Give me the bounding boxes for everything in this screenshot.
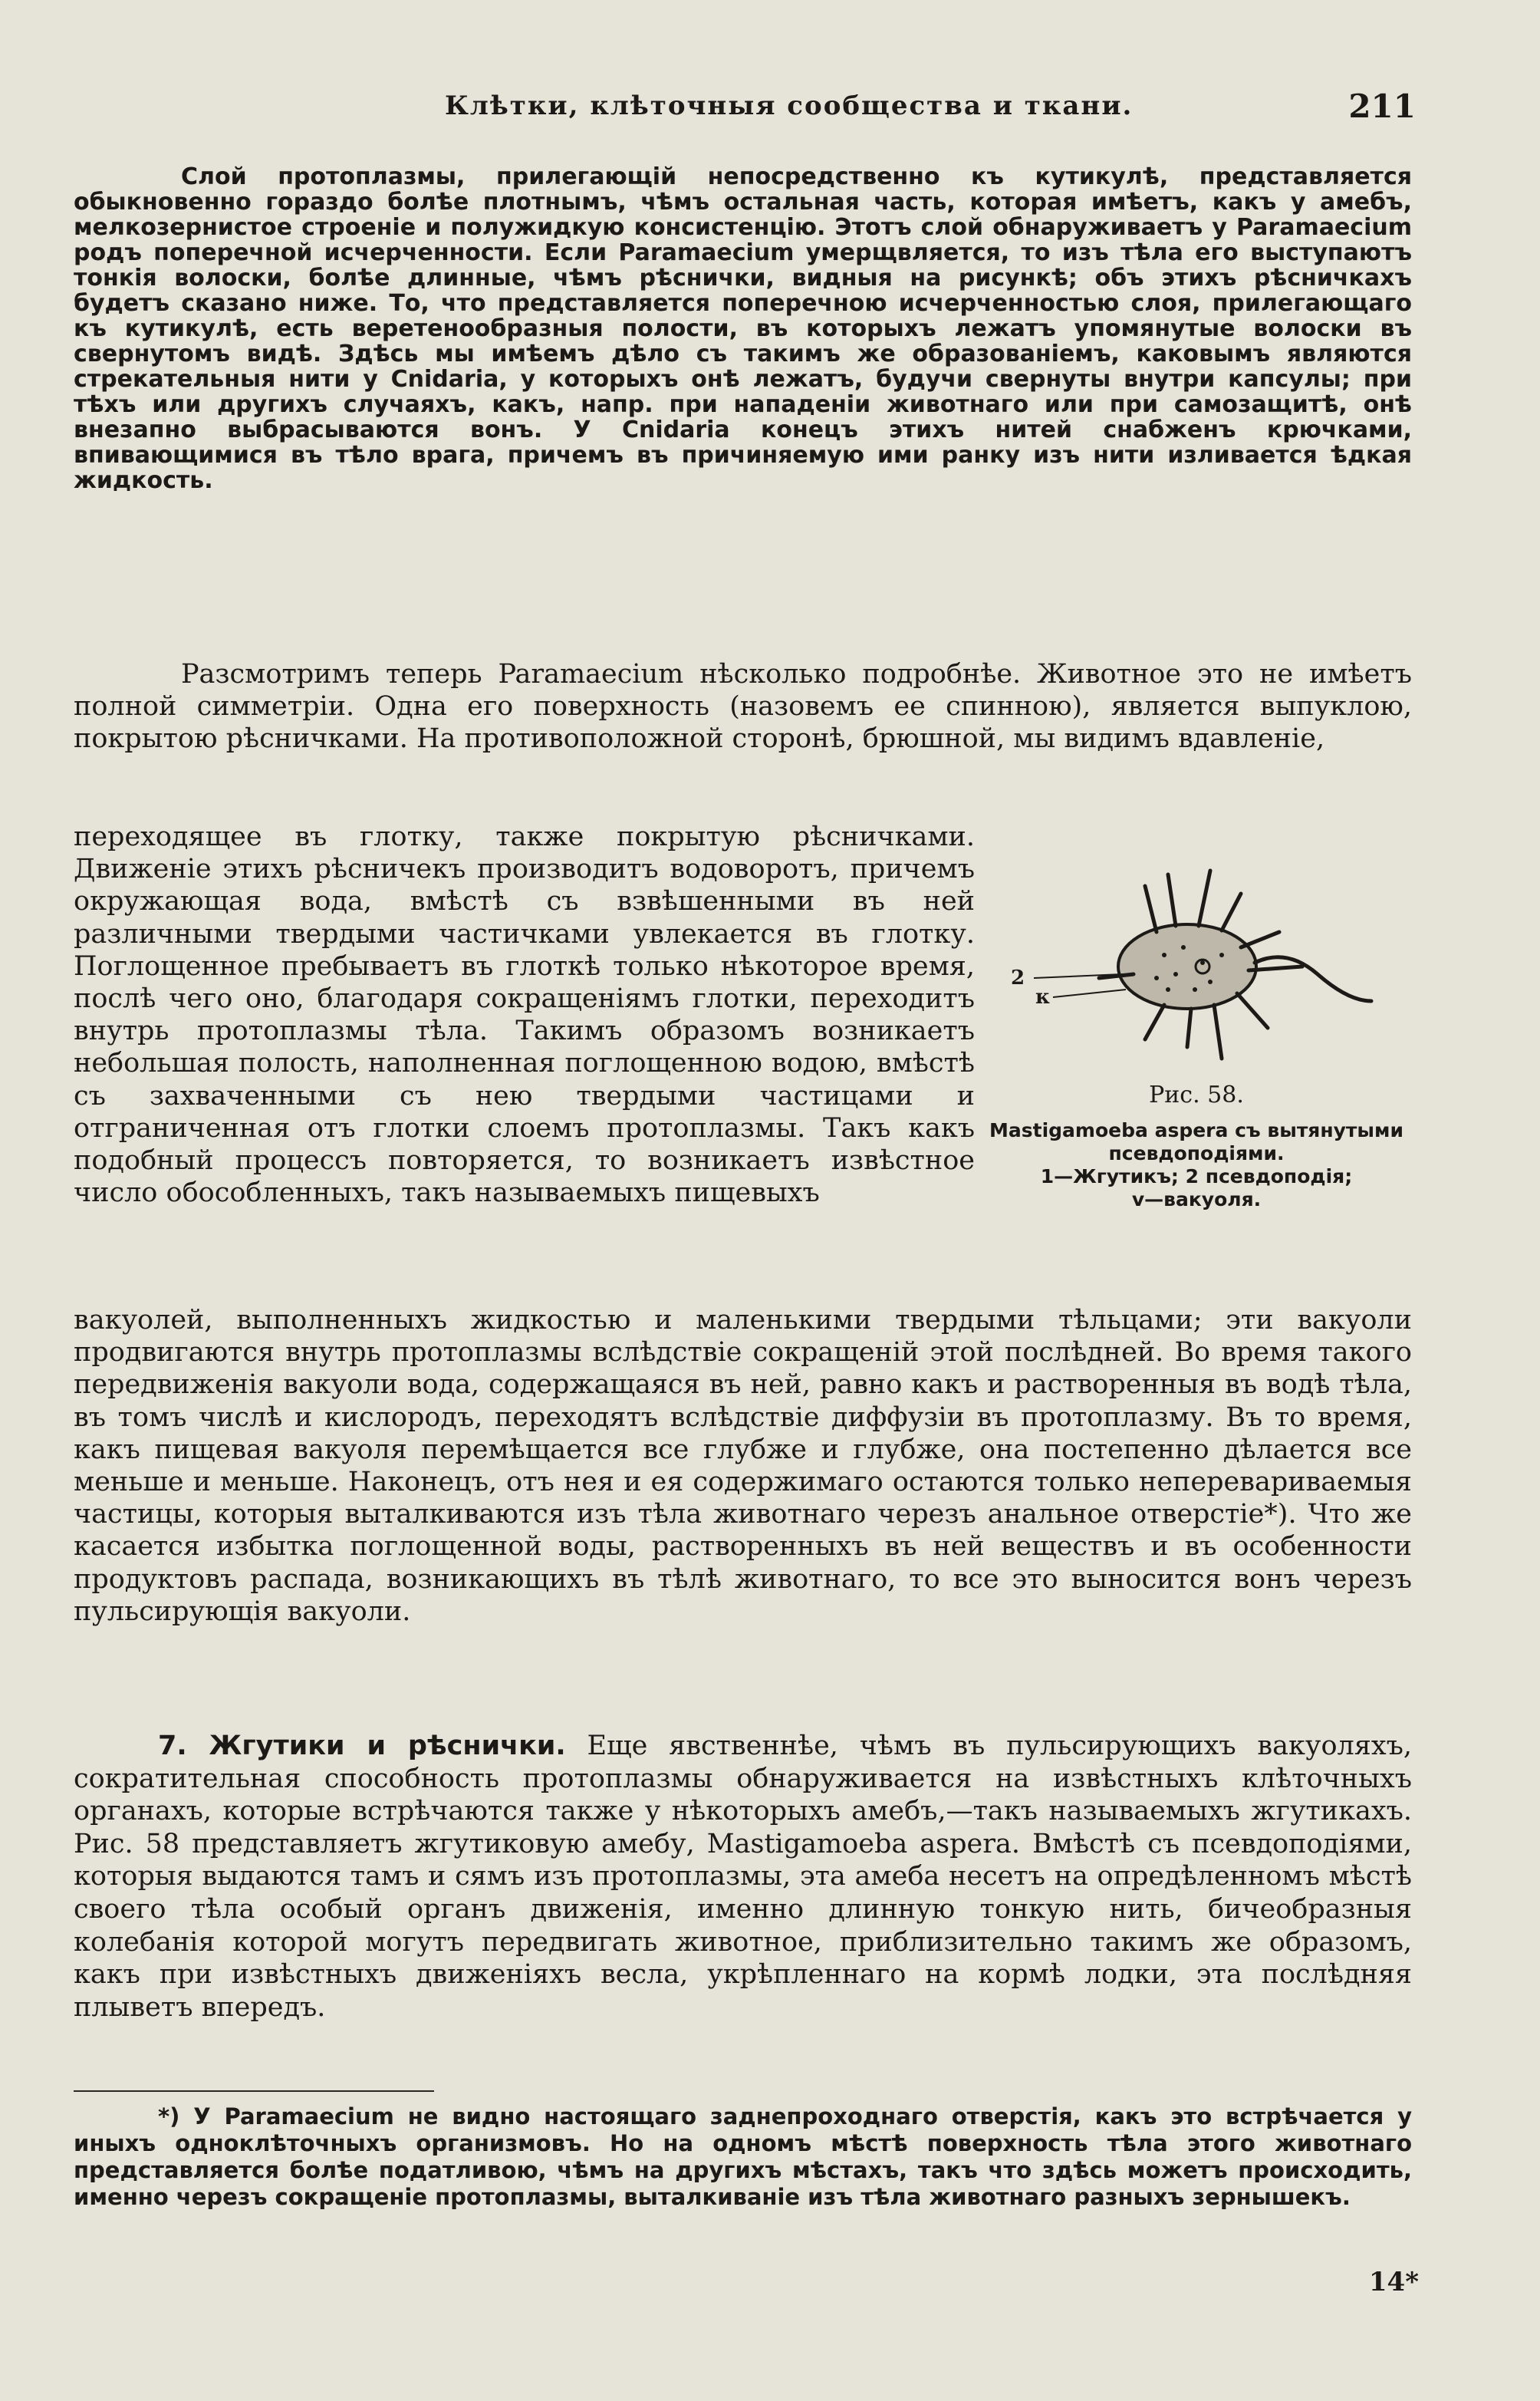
- paragraph-cuticle: Слой протоплазмы, прилегающій непосредственно къ кутикулѣ, представляется обыкновенно гораздо болѣе плотнымъ, чѣмъ остальная часть, которая имѣетъ, какъ у амебъ, мелкозернистое строеніе и полужидкую консистенцію. Этотъ слой обнаруживаетъ у Paramaecium родъ поперечной исчерченности. Если Paramaecium умерщвляется, то изъ тѣла его выступаютъ тонкія волоски, болѣе длинные, чѣмъ рѣснички, видныя на рисункѣ; объ этихъ рѣсничкахъ будетъ сказано ниже. То, что представляется поперечною исчерченностью слоя, прилегающаго къ кутикулѣ, есть веретенообразныя полости, въ которыхъ лежатъ упомянутые волоски въ свернутомъ видѣ. Здѣсь мы имѣемъ дѣло съ такимъ же образованіемъ, каковымъ являются стрекательныя нити у Cnidaria, у которыхъ онѣ лежатъ, будучи свернуты внутри капсулы; при тѣхъ или другихъ случаяхъ, какъ, напр. при нападеніи животнаго или при самозащитѣ, онѣ внезапно выбрасываются вонъ. У Cnidaria конецъ этихъ нитей снабженъ крючками, впивающимися въ тѣло врага, причемъ въ причиняемую ими ранку изъ нити изливается ѣдкая жидкость.: [74, 163, 1412, 494]
- paragraph-paramaecium-wrap: переходящее въ глотку, также покрытую рѣсничками. Движеніе этихъ рѣсничекъ производитъ водоворотъ, причемъ окружающая вода, вмѣстѣ съ взвѣшенными въ ней различными твердыми частичками увлекается въ глотку. Поглощенное пребываетъ въ глоткѣ только нѣкоторое время, послѣ чего оно, благодаря сокращеніямъ глотки, переходитъ внутрь протоплазмы тѣла. Такимъ образомъ возникаетъ небольшая полость, наполненная поглощенною водою, вмѣстѣ съ захваченными съ нею твердыми частицами и отграниченная отъ глотки слоемъ протоплазмы. Такъ какъ подобный процессъ повторяется, то возникаетъ извѣстное число обособленныхъ, такъ называемыхъ пищевыхъ: [74, 822, 975, 1209]
- section-text: Еще явственнѣе, чѣмъ въ пульсирующихъ вакуоляхъ, сократительная способность протоплазмы обнаруживается на извѣстныхъ клѣточныхъ органахъ, которые встрѣчаются также у нѣкоторыхъ амебъ,—такъ называемыхъ жгутикахъ. Рис. 58 представляетъ жгутиковую амебу, Mastigamoeba aspera. Вмѣстѣ съ псевдоподіями, которыя выдаются тамъ и сямъ изъ протоплазмы, эта амеба несетъ на опредѣленномъ мѣстѣ своего тѣла особый органъ движенія, именно длинную тонкую нить, бичеобразныя колебанія которой могутъ передвигать животное, приблизительно такимъ же образомъ, какъ при извѣстныхъ движеніяхъ весла, укрѣпленнаго на кормѣ лодки, эта послѣдняя плыветъ впередъ.: [74, 1731, 1412, 2023]
- running-header: Клѣтки, клѣточныя сообщества и ткани.: [445, 91, 1134, 121]
- figure-caption: [989, 1082, 1403, 1211]
- figure-label-2: 2: [1011, 967, 1025, 990]
- caption-line-1: Mastigamoeba aspera съ вытянутыми псевдоподіями.: [989, 1119, 1403, 1164]
- figure-number: Рис. 58.: [1149, 1082, 1244, 1108]
- section-heading: 7. Жгутики и рѣснички.: [158, 1731, 566, 1761]
- footnote-divider: [74, 2090, 434, 2092]
- printer-signature: 14*: [1368, 2267, 1419, 2297]
- footnote: *) У Paramaecium не видно настоящаго заднепроходнаго отверстія, какъ это встрѣчается у иныхъ одноклѣточныхъ организмовъ. Но на одномъ мѣстѣ поверхность тѣла этого животнаго представляется болѣе податливою, чѣмъ на другихъ мѣстахъ, такъ что здѣсь можетъ происходить, именно черезъ сокращеніе протоплазмы, выталкиваніе изъ тѣла животнаго разныхъ зернышекъ.: [74, 2103, 1412, 2210]
- paragraph-flagella: [74, 1730, 1412, 2024]
- caption-line-3: v—вакуоля.: [1131, 1188, 1262, 1210]
- page-number: 211: [1348, 87, 1416, 125]
- paragraph-paramaecium-intro: Разсмотримъ теперь Paramaecium нѣсколько подробнѣе. Животное это не имѣетъ полной симметріи. Одна его поверхность (назовемъ ее спинною), является выпуклою, покрытою рѣсничками. На противоположной сторонѣ, брюшной, мы видимъ вдавленіе,: [74, 659, 1412, 755]
- paragraph-vacuoles: вакуолей, выполненныхъ жидкостью и маленькими твердыми тѣльцами; эти вакуоли продвигаются внутрь протоплазмы вслѣдствіе сокращеній этой послѣдней. Во время такого передвиженія вакуоли вода, содержащаяся въ ней, равно какъ и растворенныя въ водѣ тѣла, въ томъ числѣ и кислородъ, переходятъ вслѣдствіе диффузіи въ протоплазму. Въ то время, какъ пищевая вакуоля перемѣщается все глубже и глубже, она постепенно дѣлается все меньше и меньше. Наконецъ, отъ нея и ея содержимаго остаются только неперевариваемыя частицы, которыя выталкиваются изъ тѣла животнаго черезъ анальное отверстіе*). Что же касается избытка поглощенной воды, растворенныхъ въ ней веществъ и въ особенности продуктовъ распада, возникающихъ въ тѣлѣ животнаго, то все это выносится вонъ черезъ пульсирующія вакуоли.: [74, 1305, 1412, 1627]
- caption-line-2: 1—Жгутикъ; 2 псевдоподія;: [1040, 1165, 1353, 1187]
- figure-label-k: к: [1035, 986, 1050, 1009]
- figure-mastigamoeba: [1011, 840, 1394, 1085]
- mastigamoeba-illustration: [1011, 840, 1394, 1085]
